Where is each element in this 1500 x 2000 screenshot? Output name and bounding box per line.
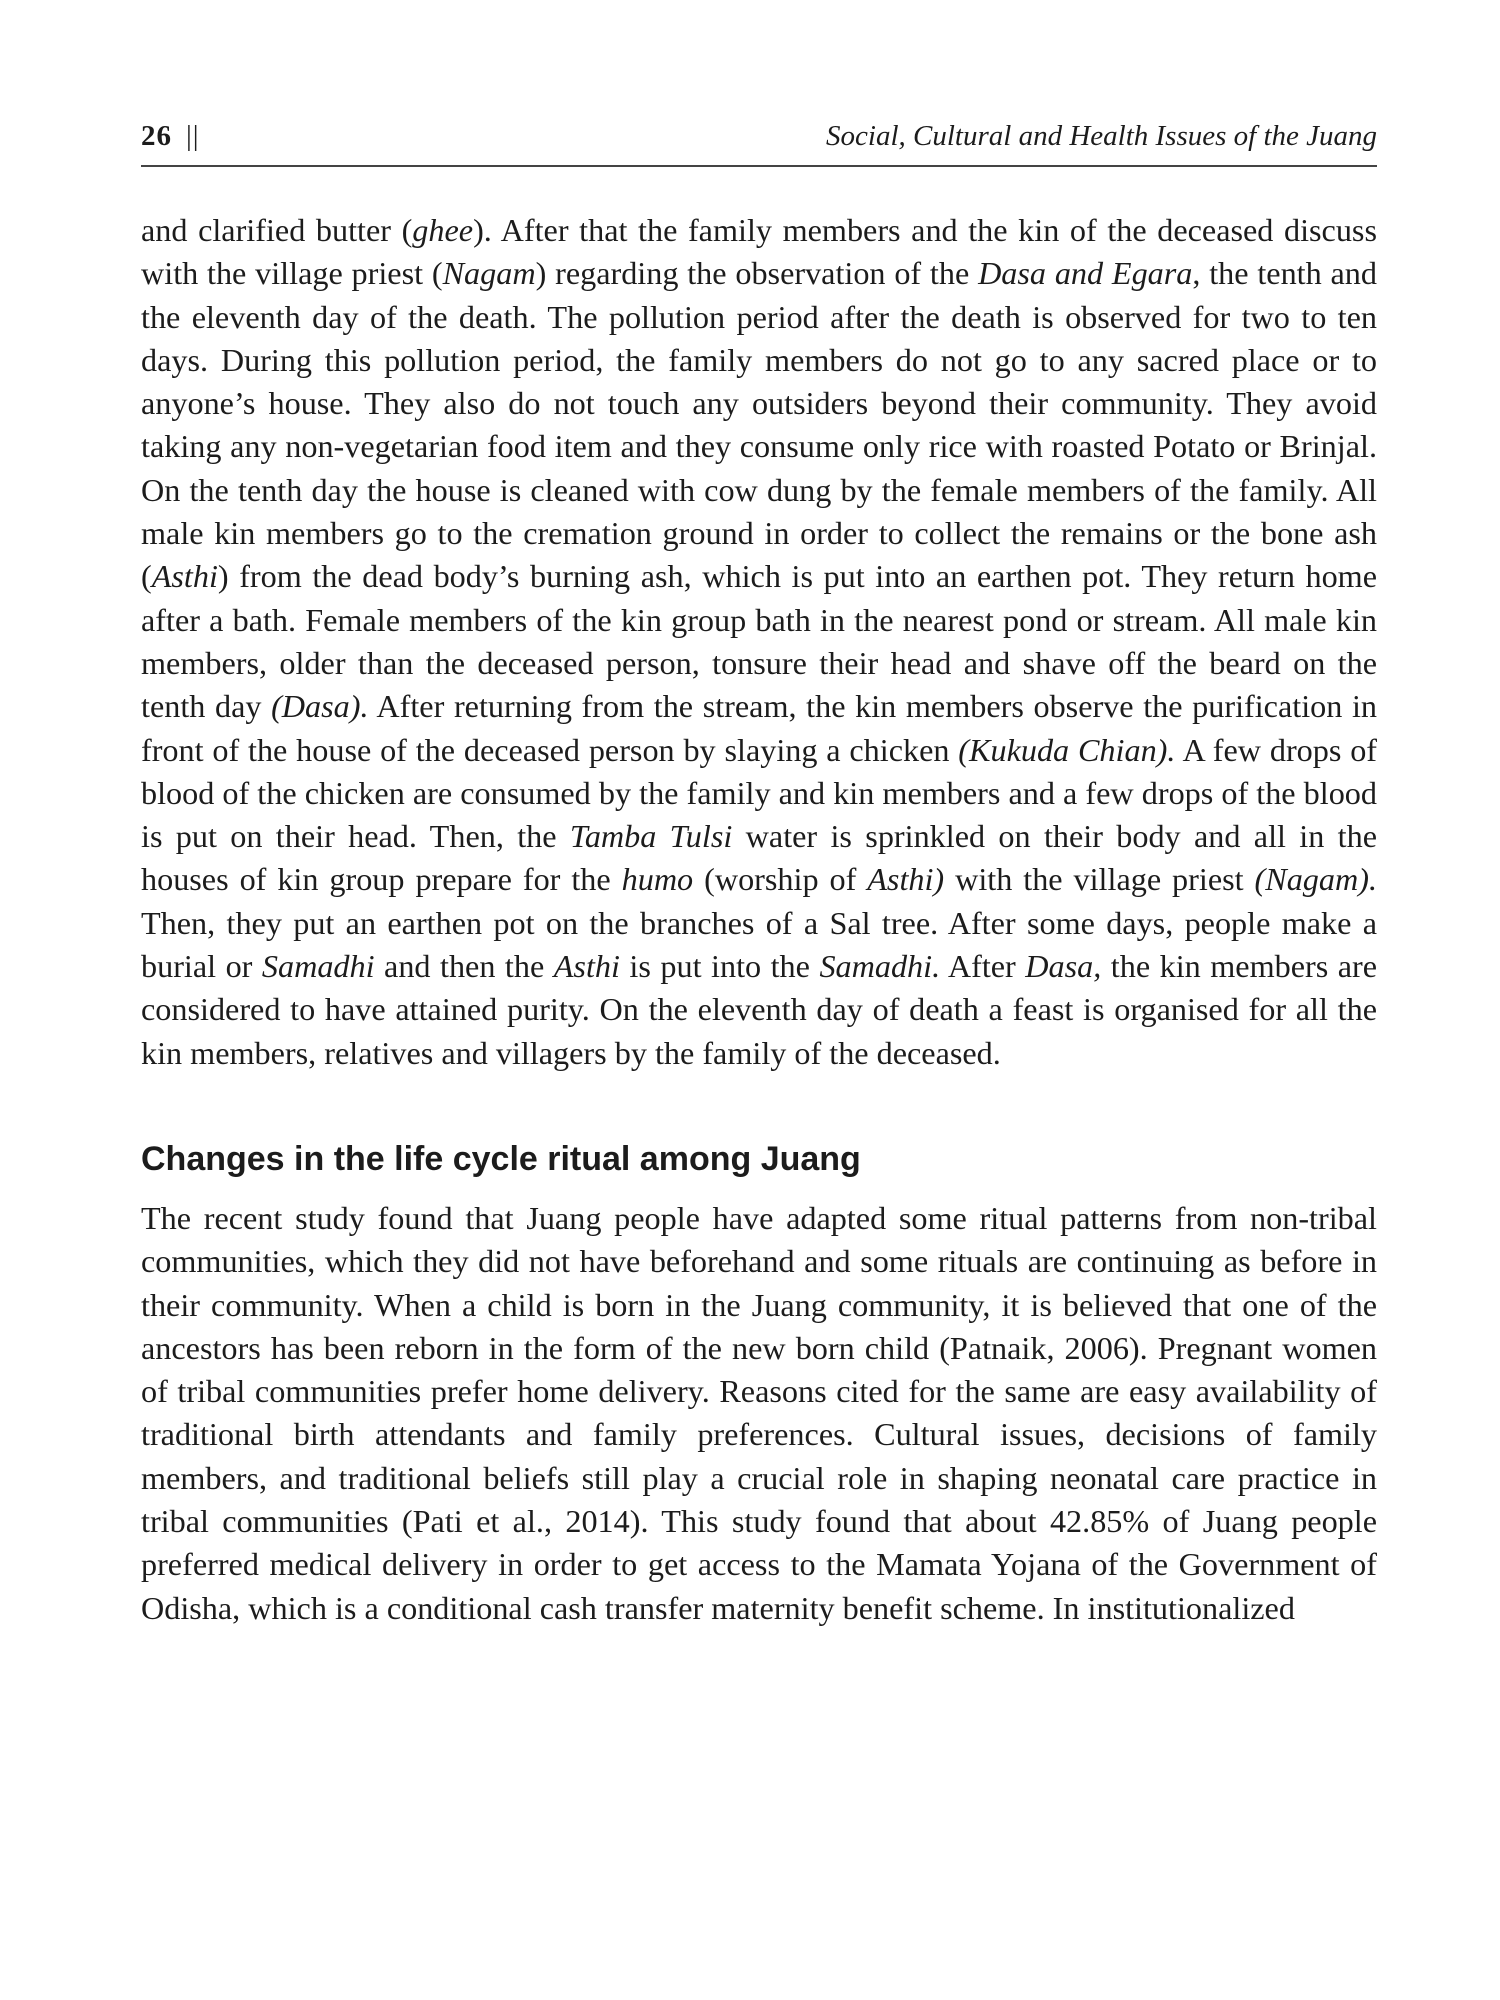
page-number-group [141,120,200,153]
italic-term: Asthi) [867,861,945,898]
text-run: the kin members are considered to have attained purity. On the eleventh day of death a feast is organised for all the kin members, relatives and villagers by the family of the deceased. [141,948,1378,1071]
text-run: , the tenth and the eleventh day of the death. The pollution period after the death is observed for two to ten days. During this pollution period, the family members do not go to any sacred place or to anyone’s house. They also do not touch any outsiders beyond their community. They avoid taking any non-vegetarian food item and they consume only rice with roasted Potato or Brinjal. On the tenth day the house is cleaned with cow dung by the female members of the family. All male kin members go to the cremation ground in order to collect the remains or the bone ash ( [141,255,1377,595]
text-run: After [940,948,1026,985]
italic-term: Samadhi [261,948,375,985]
italic-term: Asthi [553,948,620,985]
italic-term: Tamba Tulsi [569,818,733,855]
italic-term: (Dasa). [271,688,369,725]
text-run: After returning from the stream, the kin members observe the purification in front of the house of the deceased person by slaying a chicken [141,688,1377,768]
italic-term: humo [621,861,694,898]
section-heading: Changes in the life cycle ritual among Juang [141,1139,861,1178]
italic-term: Dasa, [1025,948,1102,985]
body-paragraph-1 [141,209,1377,1075]
text-run: ) regarding the observation of the [535,255,979,292]
italic-term: ghee [412,212,474,248]
italic-term: Nagam [442,255,536,292]
book-page [141,120,1377,1630]
header-separator: || [186,120,200,152]
page-number: 26 [141,120,172,152]
text-run: A few drops of blood of the chicken are consumed by the family and kin members and a few drops of the blood is put on their head. Then, the [141,731,1378,855]
italic-term: Samadhi. [819,948,941,985]
body-paragraph-2: The recent study found that Juang people have adapted some ritual patterns from non-tribal communities, which they did not have beforehand and some rituals are continuing as before in their community. When a child is born in the Juang community, it is believed that one of the ancestors has been reborn in the form of the new born child (Patnaik, 2006). Pregnant women of tribal communities prefer home delivery. Reasons cited for the same are easy availability of traditional birth attendants and family preferences. Cultural issues, decisions of family members, and traditional beliefs still play a crucial role in shaping neonatal care practice in tribal communities (Pati et al., 2014). This study found that about 42.85% of Juang people preferred medical delivery in order to get access to the Mamata Yojana of the Government of Odisha, which is a conditional cash transfer maternity benefit scheme. In institutionalized [141,1199,1377,1626]
text-run: Then, they put an earthen pot on the branches of a Sal tree. After some days, people make a burial or [141,904,1377,985]
text-run: ) from the dead body’s burning ash, which is put into an earthen pot. They return home after a bath. Female members of the kin group bath in the nearest pond or stream. All male kin members, older than the deceased person, tonsure their head and shave off the beard on the tenth day [141,558,1377,725]
italic-term: Asthi [151,558,218,595]
text-run: water is sprinkled on their body and all in the houses of kin group prepare for the [141,818,1377,898]
running-header [141,120,1377,167]
italic-term: (Kukuda Chian). [958,731,1176,768]
text-run: and then the [374,948,554,985]
text-run: ). After that the family members and the kin of the deceased discuss with the village priest ( [141,212,1377,292]
text-run: is put into the [619,948,820,985]
text-run: (worship of [693,861,868,898]
running-header-title: Social, Cultural and Health Issues of the Juang [826,120,1377,152]
text-run: and clarified butter ( [141,212,413,248]
text-run: with the village priest [944,861,1255,898]
italic-term: Dasa and Egara [978,255,1193,292]
italic-term: (Nagam). [1254,861,1377,898]
